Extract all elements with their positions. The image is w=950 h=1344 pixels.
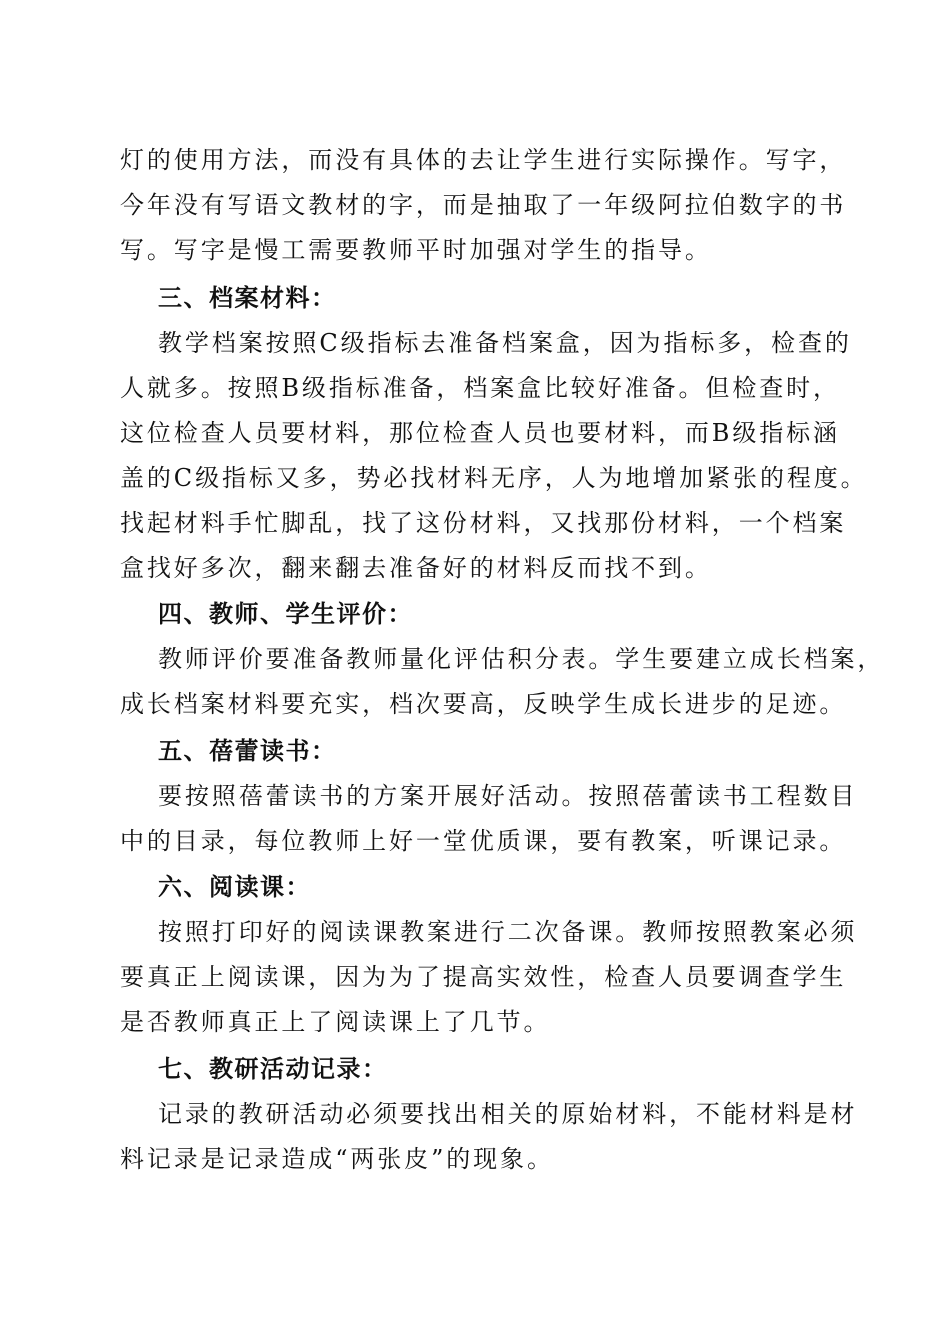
body-line: 这位检查人员要材料，那位检查人员也要材料，而B级指标涵 <box>120 419 840 447</box>
section-heading-reading: 五、蓓蕾读书： <box>158 737 337 765</box>
body-line: 要按照蓓蕾读书的方案开展好活动。按照蓓蕾读书工程数目 <box>158 782 858 810</box>
section-heading-reading-class: 六、阅读课： <box>158 873 311 901</box>
body-line: 今年没有写语文教材的字，而是抽取了一年级阿拉伯数字的书 <box>120 191 847 219</box>
body-line: 要真正上阅读课，因为为了提高实效性，检查人员要调查学生 <box>120 963 847 991</box>
body-line: 教师评价要准备教师量化评估积分表。学生要建立成长档案， <box>158 645 885 673</box>
body-line: 成长档案材料要充实，档次要高，反映学生成长进步的足迹。 <box>120 690 847 718</box>
body-line: 中的目录，每位教师上好一堂优质课，要有教案，听课记录。 <box>120 827 847 855</box>
section-heading-evaluation: 四、教师、学生评价： <box>158 600 413 628</box>
body-line: 料记录是记录造成“两张皮”的现象。 <box>120 1145 554 1173</box>
body-line: 记录的教研活动必须要找出相关的原始材料，不能材料是材 <box>158 1100 858 1128</box>
body-line: 找起材料手忙脚乱，找了这份材料，又找那份材料，一个档案 <box>120 509 847 537</box>
body-line: 教学档案按照C级指标去准备档案盒，因为指标多，检查的 <box>158 329 852 357</box>
body-line: 人就多。按照B级指标准备，档案盒比较好准备。但检查时， <box>120 374 840 402</box>
body-line: 按照打印好的阅读课教案进行二次备课。教师按照教案必须 <box>158 918 858 946</box>
body-line: 灯的使用方法，而没有具体的去让学生进行实际操作。写字， <box>120 146 847 174</box>
body-line: 是否教师真正上了阅读课上了几节。 <box>120 1008 551 1036</box>
body-line: 盖的C级指标又多，势必找材料无序，人为地增加紧张的程度。 <box>120 464 868 492</box>
body-line: 盒找好多次，翻来翻去准备好的材料反而找不到。 <box>120 554 712 582</box>
body-line: 写。写字是慢工需要教师平时加强对学生的指导。 <box>120 236 712 264</box>
section-heading-archives: 三、档案材料： <box>158 284 337 312</box>
section-heading-research-records: 七、教研活动记录： <box>158 1055 388 1083</box>
